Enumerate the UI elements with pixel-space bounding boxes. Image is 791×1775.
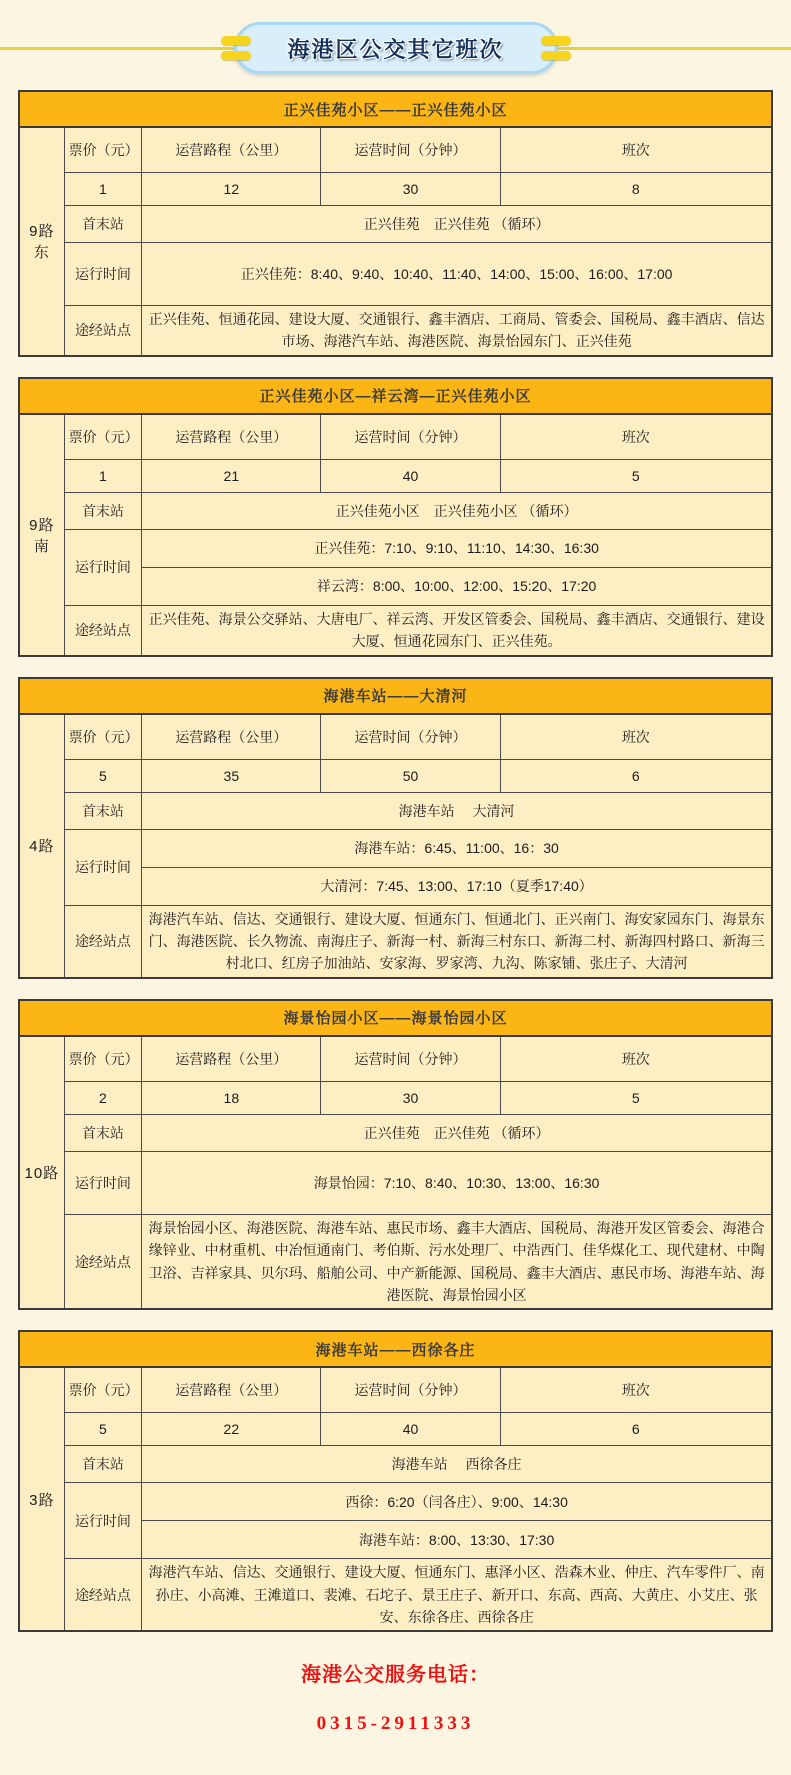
runtime-value-2: 大清河：7:45、13:00、17:10（夏季17:40） (142, 867, 772, 905)
table-title: 海景怡园小区——海景怡园小区 (19, 1000, 772, 1036)
stops-label: 途经站点 (64, 1214, 142, 1309)
duration-header: 运营时间（分钟） (321, 414, 500, 460)
page-title (234, 22, 558, 74)
table-title: 海港车站——大清河 (19, 678, 772, 714)
distance-header: 运营路程（公里） (142, 127, 321, 173)
fare-header: 票价（元） (64, 1367, 142, 1413)
frequency-value: 5 (500, 459, 772, 492)
route-label: 3路 (19, 1367, 64, 1631)
distance-value: 35 (142, 759, 321, 792)
table-title: 正兴佳苑小区—祥云湾—正兴佳苑小区 (19, 378, 772, 414)
terminus-label: 首末站 (64, 1114, 142, 1151)
fare-header: 票价（元） (64, 414, 142, 460)
equals-decoration-icon (221, 36, 251, 60)
frequency-value: 5 (500, 1081, 772, 1114)
duration-value: 30 (321, 173, 500, 206)
runtime-label: 运行时间 (64, 829, 142, 905)
runtime-value: 正兴佳苑：8:40、9:40、10:40、11:40、14:00、15:00、16:00、17:00 (142, 243, 772, 306)
fare-value: 1 (64, 173, 142, 206)
frequency-header: 班次 (500, 1367, 772, 1413)
duration-value: 40 (321, 1413, 500, 1446)
stops-value: 海景怡园小区、海港医院、海港车站、惠民市场、鑫丰大酒店、国税局、海港开发区管委会、海港合缘锌业、中材重机、中冶恒通南门、考伯斯、污水处理厂、中浩西门、佳华煤化工、现代建材、中陶卫浴、吉祥家具、贝尔玛、船舶公司、中产新能源、国税局、鑫丰大酒店、惠民市场、海港车站、海港医院、海景怡园小区 (142, 1214, 772, 1309)
footer-phone-label: 海港公交服务电话： (301, 1664, 490, 1687)
fare-value: 2 (64, 1081, 142, 1114)
runtime-value-1: 正兴佳苑：7:10、9:10、11:10、14:30、16:30 (142, 529, 772, 567)
fare-value: 1 (64, 459, 142, 492)
distance-header: 运营路程（公里） (142, 414, 321, 460)
terminus-label: 首末站 (64, 492, 142, 529)
title-band (0, 20, 791, 76)
stops-label: 途经站点 (64, 306, 142, 356)
stops-label: 途经站点 (64, 605, 142, 655)
runtime-value-2: 祥云湾：8:00、10:00、12:00、15:20、17:20 (142, 567, 772, 605)
equals-decoration-icon (541, 36, 571, 60)
route-label: 4路 (19, 714, 64, 978)
distance-value: 22 (142, 1413, 321, 1446)
bus-route-table-9-south (18, 377, 773, 657)
terminus-label: 首末站 (64, 792, 142, 829)
frequency-header: 班次 (500, 1036, 772, 1082)
bus-route-table-4 (18, 677, 773, 979)
frequency-value: 6 (500, 1413, 772, 1446)
runtime-label: 运行时间 (64, 243, 142, 306)
duration-value: 50 (321, 759, 500, 792)
frequency-header: 班次 (500, 714, 772, 760)
table-title: 正兴佳苑小区——正兴佳苑小区 (19, 91, 772, 127)
route-label: 9路南 (19, 414, 64, 656)
page-title-text: 海港区公交其它班次 (287, 36, 504, 62)
terminus-value: 正兴佳苑 正兴佳苑 （循环） (142, 206, 772, 243)
frequency-header: 班次 (500, 127, 772, 173)
stops-value: 海港汽车站、信达、交通银行、建设大厦、恒通东门、惠泽小区、浩森木业、仲庄、汽车零件厂、南孙庄、小高滩、王滩道口、裴滩、石坨子、景王庄子、新开口、东高、西高、大黄庄、小艾庄、张安、东徐各庄、西徐各庄 (142, 1559, 772, 1632)
runtime-label: 运行时间 (64, 1151, 142, 1214)
terminus-label: 首末站 (64, 1446, 142, 1483)
bus-route-table-10 (18, 999, 773, 1311)
runtime-label: 运行时间 (64, 1483, 142, 1559)
distance-header: 运营路程（公里） (142, 1367, 321, 1413)
stops-value: 正兴佳苑、恒通花园、建设大厦、交通银行、鑫丰酒店、工商局、管委会、国税局、鑫丰酒店、信达市场、海港汽车站、海港医院、海景怡园东门、正兴佳苑 (142, 306, 772, 356)
terminus-value: 正兴佳苑小区 正兴佳苑小区 （循环） (142, 492, 772, 529)
fare-header: 票价（元） (64, 127, 142, 173)
terminus-value: 海港车站 大清河 (142, 792, 772, 829)
duration-header: 运营时间（分钟） (321, 714, 500, 760)
duration-header: 运营时间（分钟） (321, 1367, 500, 1413)
bus-route-table-9-east (18, 90, 773, 357)
stops-label: 途经站点 (64, 1559, 142, 1632)
bus-route-table-3 (18, 1330, 773, 1632)
runtime-value-1: 海港车站：6:45、11:00、16：30 (142, 829, 772, 867)
frequency-header: 班次 (500, 414, 772, 460)
stops-label: 途经站点 (64, 905, 142, 978)
route-label: 9路东 (19, 127, 64, 356)
fare-header: 票价（元） (64, 1036, 142, 1082)
footer-phone-number: 0315-2911333 (316, 1713, 475, 1735)
route-label: 10路 (19, 1036, 64, 1310)
distance-value: 18 (142, 1081, 321, 1114)
duration-value: 30 (321, 1081, 500, 1114)
terminus-value: 正兴佳苑 正兴佳苑 （循环） (142, 1114, 772, 1151)
distance-header: 运营路程（公里） (142, 714, 321, 760)
stops-value: 正兴佳苑、海景公交驿站、大唐电厂、祥云湾、开发区管委会、国税局、鑫丰酒店、交通银行、建设大厦、恒通花园东门、正兴佳苑。 (142, 605, 772, 655)
runtime-value-2: 海港车站：8:00、13:30、17:30 (142, 1521, 772, 1559)
table-title: 海港车站——西徐各庄 (19, 1331, 772, 1367)
distance-value: 12 (142, 173, 321, 206)
terminus-value: 海港车站 西徐各庄 (142, 1446, 772, 1483)
runtime-value: 海景怡园：7:10、8:40、10:30、13:00、16:30 (142, 1151, 772, 1214)
duration-header: 运营时间（分钟） (321, 127, 500, 173)
distance-header: 运营路程（公里） (142, 1036, 321, 1082)
distance-value: 21 (142, 459, 321, 492)
fare-value: 5 (64, 759, 142, 792)
duration-value: 40 (321, 459, 500, 492)
runtime-label: 运行时间 (64, 529, 142, 605)
frequency-value: 6 (500, 759, 772, 792)
stops-value: 海港汽车站、信达、交通银行、建设大厦、恒通东门、恒通北门、正兴南门、海安家园东门、海景东门、海港医院、长久物流、南海庄子、新海一村、新海三村东口、新海二村、新海四村路口、新海三村北口、红房子加油站、安家海、罗家湾、九沟、陈家铺、张庄子、大清河 (142, 905, 772, 978)
fare-value: 5 (64, 1413, 142, 1446)
frequency-value: 8 (500, 173, 772, 206)
duration-header: 运营时间（分钟） (321, 1036, 500, 1082)
fare-header: 票价（元） (64, 714, 142, 760)
runtime-value-1: 西徐：6:20（闫各庄）、9:00、14:30 (142, 1483, 772, 1521)
terminus-label: 首末站 (64, 206, 142, 243)
footer (0, 1658, 791, 1775)
